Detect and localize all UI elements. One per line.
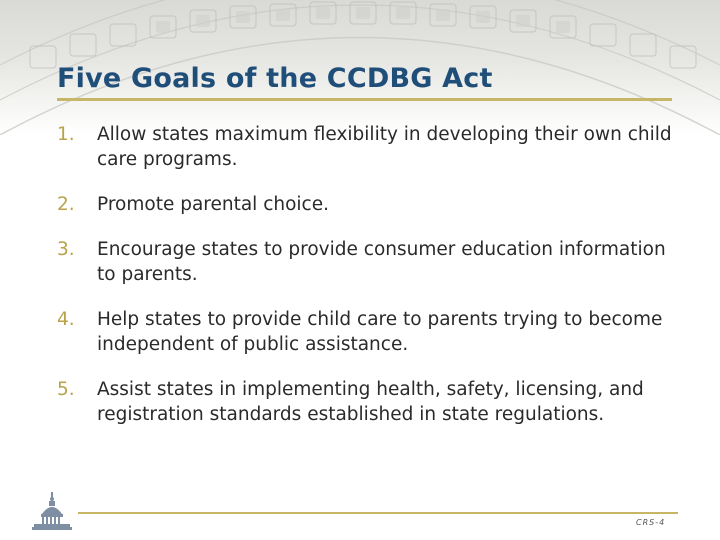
goal-number: 3. [57,239,75,260]
list-item [57,192,687,217]
list-item [57,237,687,287]
goal-text: Allow states maximum flexibility in developing their own child care programs. [97,124,672,170]
goal-text: Encourage states to provide consumer education information to parents. [97,239,666,285]
list-item [57,122,687,172]
goals-list [57,122,687,447]
title-divider [57,98,672,101]
goal-number: 5. [57,379,75,400]
goal-number: 4. [57,309,75,330]
goal-number: 1. [57,124,75,145]
goal-text: Assist states in implementing health, safety, licensing, and registration standards established in state regulations. [97,379,644,425]
list-item [57,307,687,357]
goal-text: Promote parental choice. [97,194,329,215]
goal-number: 2. [57,194,75,215]
goal-text: Help states to provide child care to parents trying to become independent of public assistance. [97,309,663,355]
slide-title: Five Goals of the CCDBG Act [57,63,493,94]
capitol-dome-icon [32,490,72,534]
slide-code: CRS-4 [636,518,666,527]
footer-divider [78,512,678,514]
list-item [57,377,687,427]
